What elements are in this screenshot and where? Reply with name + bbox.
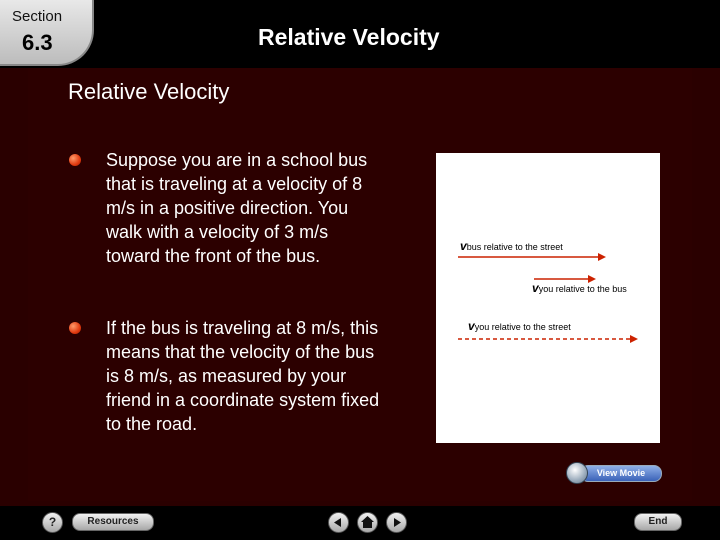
bullet-text-1: Suppose you are in a school bus that is traveling at a velocity of 8 m/s in a positive direction. You walk with a velocity of 3 m/s toward the front of the bus. bbox=[106, 150, 368, 266]
section-tab bbox=[0, 0, 94, 66]
bullet-text-2: If the bus is traveling at 8 m/s, this means that the velocity of the bus is 8 m/s, as measured by your friend in a coordinate system fixed to the road. bbox=[106, 318, 380, 434]
vector-bus-street-arrowhead bbox=[598, 253, 606, 261]
section-label: Section bbox=[12, 8, 63, 25]
home-icon bbox=[358, 513, 377, 532]
bullet-icon bbox=[69, 154, 81, 166]
resources-button[interactable]: Resources bbox=[72, 513, 154, 531]
vector-label-bus-street: vbus relative to the street bbox=[460, 239, 563, 253]
previous-button[interactable] bbox=[328, 512, 349, 533]
bullet-icon bbox=[69, 322, 81, 334]
vector-arrows bbox=[436, 153, 660, 443]
section-number: 6.3 bbox=[22, 30, 53, 55]
view-movie-label: View Movie bbox=[580, 465, 662, 482]
help-icon: ? bbox=[48, 515, 57, 529]
help-button[interactable] bbox=[42, 512, 63, 533]
vector-label-you-street: vyou relative to the street bbox=[468, 319, 571, 333]
page-title: Relative Velocity bbox=[68, 79, 230, 104]
header-title: Relative Velocity bbox=[258, 24, 440, 50]
arrow-left-icon bbox=[329, 513, 348, 532]
magnifier-icon bbox=[566, 462, 588, 484]
arrow-right-icon bbox=[387, 513, 406, 532]
vector-label-you-bus: vyou relative to the bus bbox=[532, 281, 627, 295]
vector-diagram bbox=[436, 153, 660, 443]
next-button[interactable] bbox=[386, 512, 407, 533]
view-movie-button[interactable] bbox=[566, 462, 661, 482]
end-button[interactable]: End bbox=[634, 513, 682, 531]
vector-you-street-arrowhead bbox=[630, 335, 638, 343]
home-button[interactable] bbox=[357, 512, 378, 533]
